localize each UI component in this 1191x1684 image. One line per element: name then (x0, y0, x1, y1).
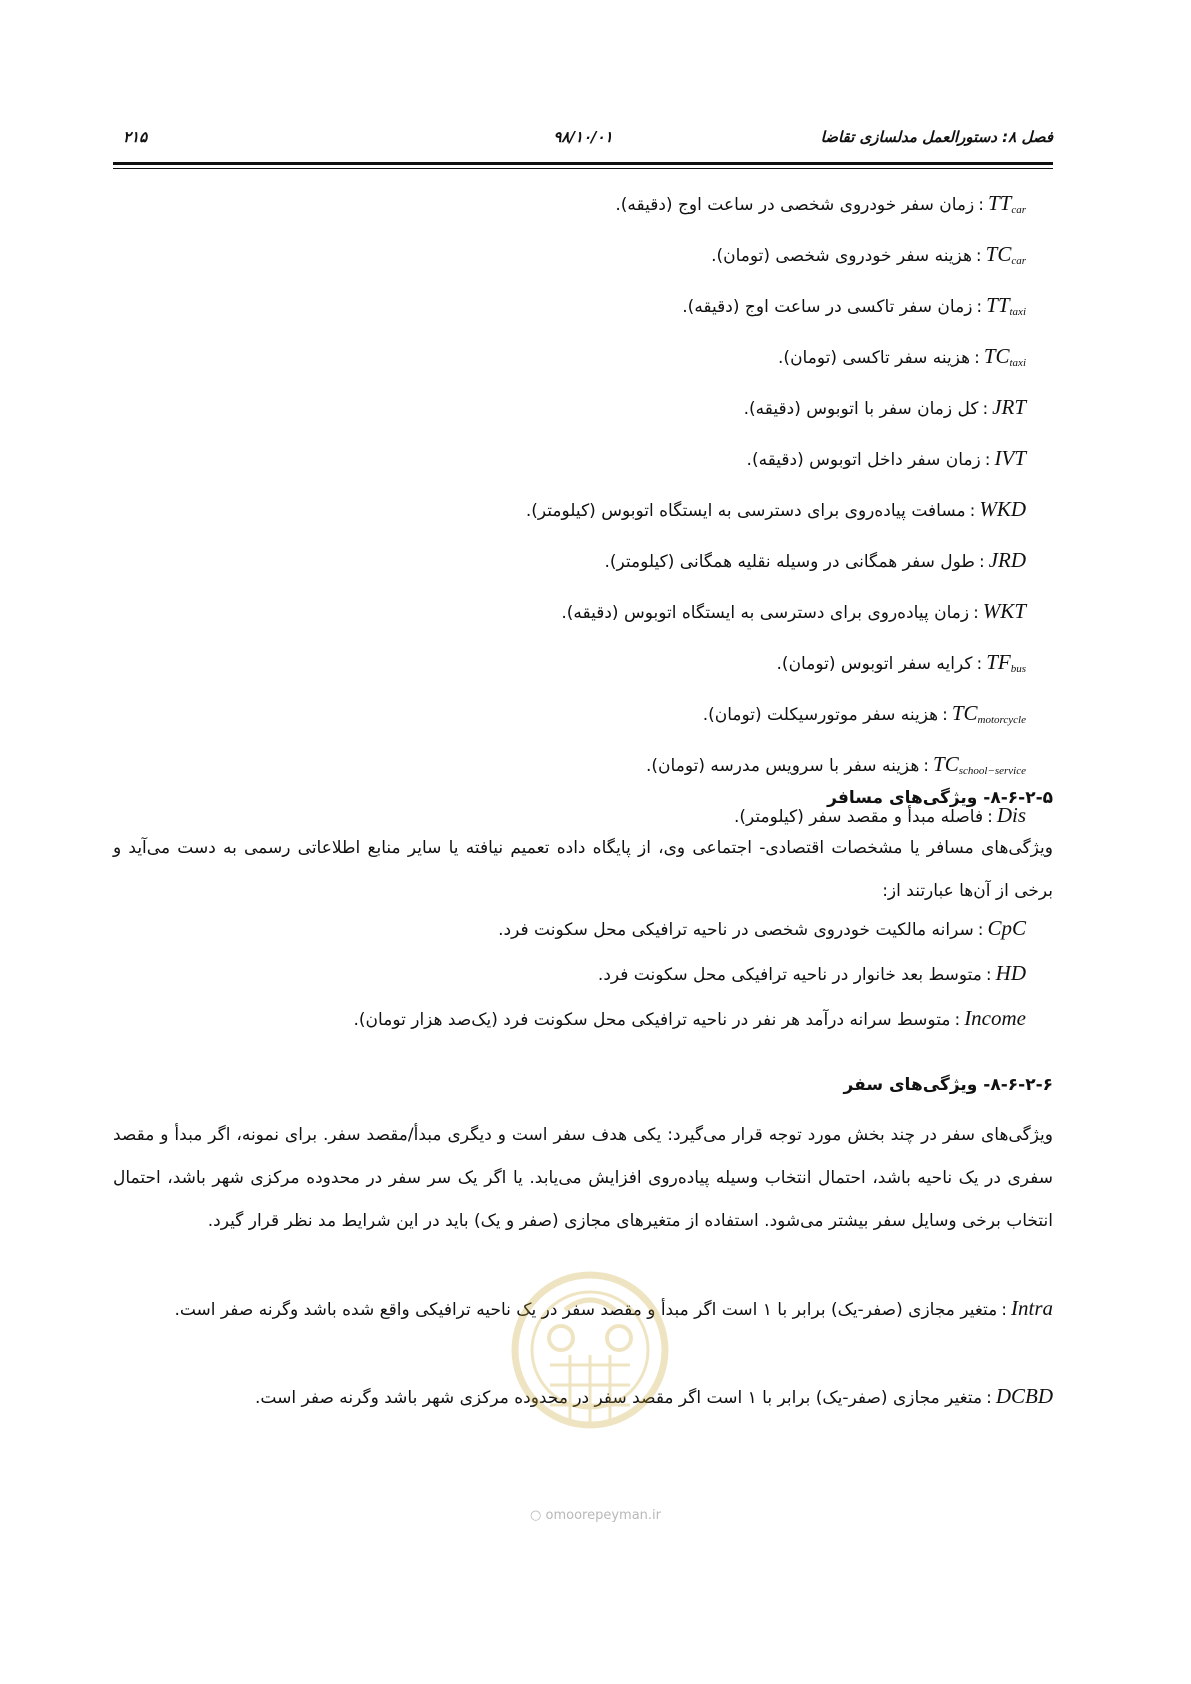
paragraph-passenger: ویژگی‌های مسافر یا مشخصات اقتصادی- اجتماعی وی، از پایگاه داده تعمیم نیافته یا سایر منابع اطلاعاتی رسمی به دست می‌آید و برخی از آن‌ها عبارتند از: (113, 838, 1053, 901)
list-item: HD:متوسط بعد خانوار در ناحیه ترافیکی محل سکونت فرد. (597, 961, 1026, 985)
definition-text: فاصله مبدأ و مقصد سفر (کیلومتر). (733, 807, 984, 827)
watermark-url: ○ omoorepeyman.ir (530, 1508, 661, 1523)
paragraph-dcbd: DCBD:متغیر مجازی (صفر-یک) برابر با ۱ است اگر مقصد سفر در محدوده مرکزی شهر باشد وگرنه صفر است. (255, 1384, 1053, 1408)
list-item: Income:متوسط سرانه درآمد هر نفر در ناحیه ترافیکی محل سکونت فرد (یک‌صد هزار تومان). (353, 1006, 1026, 1030)
definition-item: JRD:طول سفر همگانی در وسیله نقلیه همگانی (کیلومتر). (604, 548, 1026, 572)
list-item: CpC:سرانه مالکیت خودروی شخصی در ناحیه ترافیکی محل سکونت فرد. (498, 916, 1026, 940)
variable-symbol: $TT_{car}$ (987, 191, 1026, 216)
definition-item: $TF_{bus}:کرایه$ سفر اتوبوس (تومان). (776, 650, 1026, 675)
definition-item: Dis:فاصله مبدأ و مقصد سفر (کیلومتر). (733, 803, 1026, 827)
definition-text: زمان پیاده‌روی برای دسترسی به ایستگاه اتوبوس (دقیقه). (561, 603, 970, 623)
variable-symbol: IVT (994, 446, 1026, 470)
variable-symbol: $TC_{school-service}$ (933, 752, 1026, 777)
definition-text: هزینه سفر موتورسیکلت (تومان). (702, 705, 939, 725)
header-date: ۹۸/۱۰/۰۱ (553, 128, 613, 146)
definition-item: $TT_{taxi}:زمان$ سفر تاکسی در ساعت اوج (دقیقه). (682, 293, 1026, 318)
page-number: ۲۱۵ (123, 128, 148, 146)
definition-text: مسافت پیاده‌روی برای دسترسی به ایستگاه اتوبوس (کیلومتر). (525, 501, 966, 521)
variable-symbol: WKD (979, 497, 1026, 521)
variable-symbol: CpC (987, 916, 1026, 940)
definition-text: زمان سفر خودروی شخصی در ساعت اوج (دقیقه). (615, 195, 975, 215)
definition-item: $TC_{car}:هزینه$ سفر خودروی شخصی (تومان). (711, 242, 1026, 267)
definition-text: هزینه سفر تاکسی (تومان). (778, 348, 971, 368)
header-rule-thin (113, 168, 1053, 169)
definition-item: WKD:مسافت پیاده‌روی برای دسترسی به ایستگاه اتوبوس (کیلومتر). (525, 497, 1026, 521)
definition-item: WKT:زمان پیاده‌روی برای دسترسی به ایستگاه اتوبوس (دقیقه). (561, 599, 1026, 623)
definition-item: $TC_{school-service}:هزینه$ سفر با سرویس مدرسه (تومان). (646, 752, 1026, 777)
definition-text: زمان سفر داخل اتوبوس (دقیقه). (746, 450, 981, 470)
definition-text: کل زمان سفر با اتوبوس (دقیقه). (743, 399, 979, 419)
variable-symbol: Dis (996, 803, 1026, 827)
definition-text: هزینه سفر با سرویس مدرسه (تومان). (646, 756, 920, 776)
variable-symbol: Intra (1011, 1296, 1053, 1320)
variable-symbol: $TC_{car}$ (985, 242, 1026, 267)
header-rule-thick (113, 162, 1053, 165)
variable-symbol: Income (964, 1006, 1026, 1030)
watermark-logo (505, 1270, 675, 1460)
variable-symbol: JRT (992, 395, 1026, 419)
definition-item: $TC_{motorcycle}:هزینه$ سفر موتورسیکلت (تومان). (702, 701, 1026, 726)
paragraph-intra: Intra:متغیر مجازی (صفر-یک) برابر با ۱ است اگر مبدأ و مقصد سفر در یک ناحیه ترافیکی واقع شده باشد وگرنه صفر است. (174, 1296, 1053, 1320)
section-heading-passenger: ۸-۶-۲-۵- ویژگی‌های مسافر (827, 788, 1053, 808)
definition-item: IVT:زمان سفر داخل اتوبوس (دقیقه). (746, 446, 1026, 470)
variable-symbol: HD (995, 961, 1026, 985)
definition-text: متغیر مجازی (صفر-یک) برابر با ۱ است اگر مبدأ و مقصد سفر در یک ناحیه ترافیکی واقع شده باشد وگرنه صفر است. (174, 1300, 998, 1320)
variable-symbol: JRD (988, 548, 1026, 572)
chapter-title: فصل ۸: دستورالعمل مدلسازی تقاضا (820, 128, 1053, 146)
section-heading-trip: ۸-۶-۲-۶- ویژگی‌های سفر (843, 1075, 1053, 1095)
definition-text: کرایه سفر اتوبوس (تومان). (776, 654, 973, 674)
definition-text: زمان سفر تاکسی در ساعت اوج (دقیقه). (682, 297, 973, 317)
definition-item: $TC_{taxi}:هزینه$ سفر تاکسی (تومان). (778, 344, 1026, 369)
definition-item: $TT_{car}:زمان$ سفر خودروی شخصی در ساعت اوج (دقیقه). (615, 191, 1026, 216)
definition-text: متوسط سرانه درآمد هر نفر در ناحیه ترافیکی محل سکونت فرد (یک‌صد هزار تومان). (353, 1010, 951, 1030)
definition-text: طول سفر همگانی در وسیله نقلیه همگانی (کیلومتر). (604, 552, 975, 572)
paragraph-trip: ویژگی‌های سفر در چند بخش مورد توجه قرار می‌گیرد: یکی هدف سفر است و دیگری مبدأ/مقصد سفر. برای نمونه، اگر مبدأ و مقصد سفری در یک ناحیه باشد، احتمال انتخاب وسیله پیاده‌روی افزایش می‌یابد. یا اگر یک سر سفر در محدوده مرکزی شهر باشد، احتمال انتخاب برخی وسایل سفر بیشتر می‌شود. استفاده از متغیرهای مجازی (صفر و یک) باید در این شرایط مد نظر قرار گیرد. (113, 1125, 1053, 1231)
page-header (113, 128, 1053, 158)
definition-item: JRT:کل زمان سفر با اتوبوس (دقیقه). (743, 395, 1026, 419)
variable-symbol: DCBD (995, 1384, 1053, 1408)
variable-symbol: WKT (982, 599, 1026, 623)
definition-text: هزینه سفر خودروی شخصی (تومان). (711, 246, 972, 266)
definition-text: سرانه مالکیت خودروی شخصی در ناحیه ترافیکی محل سکونت فرد. (498, 920, 974, 940)
variable-symbol: $TC_{motorcycle}$ (951, 701, 1026, 726)
definition-text: متوسط بعد خانوار در ناحیه ترافیکی محل سکونت فرد. (597, 965, 982, 985)
variable-symbol: $TF_{bus}$ (986, 650, 1026, 675)
variable-symbol: $TC_{taxi}$ (983, 344, 1026, 369)
definition-list (146, 188, 1026, 851)
definition-text: متغیر مجازی (صفر-یک) برابر با ۱ است اگر مقصد سفر در محدوده مرکزی شهر باشد وگرنه صفر است. (255, 1388, 983, 1408)
variable-symbol: $TT_{taxi}$ (986, 293, 1026, 318)
